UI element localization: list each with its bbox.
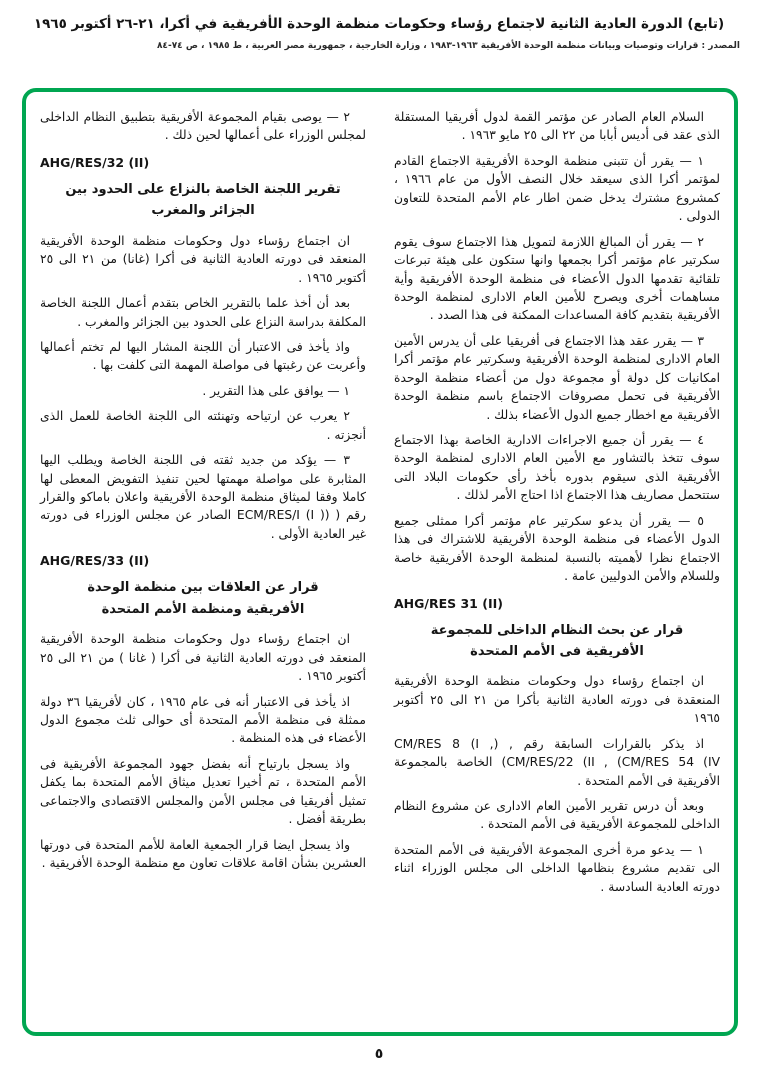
paragraph: واذ يسجل ايضا قرار الجمعية العامة للأمم المتحدة فى دورتها العشرين بشأن اقامة علاقات تعاون مع منظمة الوحدة الأفريقية . (40, 837, 366, 870)
paragraph: اذ يذكر بالقرارات السابقة رقم , (CM/RES 8 (I , (CM/RES/22 (II , (CM/RES 54 (IV الخاصة بالمجموعة الأفريقية فى الأمم المتحدة . (394, 736, 720, 788)
paragraph: وبعد أن درس تقرير الأمين العام الادارى عن مشروع النظام الداخلى للمجموعة الأفريقية فى الأمم المتحدة . (394, 799, 720, 832)
paragraph: ان اجتماع رؤساء دول وحكومات منظمة الوحدة الأفريقية المنعقد فى دورته العادية الثانية فى أكرا (غانا) من ٢١ الى ٢٥ أكتوبر ١٩٦٥ . (40, 233, 367, 285)
paragraph: ١ — يوافق على هذا التقرير . (202, 383, 351, 398)
paragraph: ٤ — يقرر أن جميع الاجراءات الادارية الخاصة بهذا الاجتماع سوف تتخذ بالتشاور مع الأمين العام الادارى لمنظمة الوحدة الأفريقية الذى سيقوم بدوره بأخذ رأى حكومات البلاد التى ستتحمل مصاريف هذا الاجتماع اذا احتاج الأمر لذلك . (394, 433, 720, 503)
two-column-layout (40, 108, 720, 1022)
resolution-title: تقرير اللجنة الخاصة بالنزاع على الحدود بين الجزائر والمغرب (65, 181, 341, 219)
paragraph: ان اجتماع رؤساء دول وحكومات منظمة الوحدة الأفريقية المنعقد فى دورته العادية الثانية فى أكرا ( غانا ) من ٢١ الى ٢٥ أكتوبر ١٩٦٥ . (40, 632, 366, 684)
paragraph: ٥ — يقرر أن يدعو سكرتير عام مؤتمر أكرا ممثلى جميع الدول الأعضاء فى منظمة الوحدة الأفريقية للاشتراك فى هذا الاجتماع نظرا لأهميته بالنسبة لمنظمة الوحدة الأفريقية خاصة وللسلام والأمن الدوليين عامة . (394, 513, 720, 584)
paragraph: ٢ — يقرر أن المبالغ اللازمة لتمويل هذا الاجتماع سوف يقوم سكرتير عام مؤتمر أكرا بجمعها وانها ستكون على هيئة تبرعات تلقائية تقدمها الدول الأعضاء فى منظمة الوحدة الأفريقية وأية مساهمات أخرى ويصرح للأمين العام الادارى لمنظمة الوحدة الأفريقية بتقديم كافة المساعدات الممكنة فى هذا الصدد . (394, 234, 720, 323)
resolution-title: قرار عن العلاقات بين منظمة الوحدة الأفريقية ومنظمة الأمم المتحدة (87, 580, 319, 617)
paragraph: السلام العام الصادر عن مؤتمر القمة لدول أفريقيا المستقلة الذى عقد فى أديس أبابا من ٢٢ الى ٢٥ مايو ١٩٦٣ . (394, 110, 720, 143)
resolution-code: AHG/RES/32 (II) (40, 154, 150, 170)
paragraph: اذ يأخذ فى الاعتبار أنه فى عام ١٩٦٥ ، كان لأفريقيا ٣٦ دولة ممثلة فى منظمة الأمم المتحدة أى حوالى ثلث مجموع الدول الأعضاء فى هذه المنظمة . (40, 694, 366, 746)
green-border-frame (22, 88, 738, 1036)
paragraph: ان اجتماع رؤساء دول وحكومات منظمة الوحدة الأفريقية المنعقدة فى دورته العادية الثانية بأكرا من ٢١ الى ٢٥ أكتوبر ١٩٦٥ (394, 674, 720, 726)
document-header (0, 0, 758, 51)
page-number: ٥ (374, 1046, 384, 1062)
paragraph: ١ — يدعو مرة أخرى المجموعة الأفريقية فى الأمم المتحدة الى تقديم مشروع بنظامها الداخلى الى مجلس الوزراء اثناء دورته العادية السادسة . (394, 842, 720, 894)
document-source-line: المصدر : قرارات وتوصيات وبيانات منظمة الوحدة الأفريقية ١٩٦٣-١٩٨٣ ، وزارة الخارجية ، جمهورية مصر العربية ، ط ١٩٨٥ ، ص ٧٤-٨٤ (156, 41, 740, 52)
paragraph: ٣ — يقرر عقد هذا الاجتماع فى أفريقيا على أن يدرس الأمين العام الادارى لمنظمة الوحدة الأفريقية وسكرتير عام مؤتمر أكرا امكانيات كل دولة أو مجموعة دول من أعضاء منظمة الوحدة الأفريقية فى تحمل مصروفات الاجتماع باسم منظمة الوحدة الأفريقية مع اخطار جميع الدول الأعضاء بذلك . (394, 333, 720, 422)
resolution-title: قرار عن بحث النظام الداخلى للمجموعة الأفريقية فى الأمم المتحدة (430, 622, 684, 659)
resolution-code: AHG/RES 31 (II) (394, 595, 503, 611)
document-title: (تابع) الدورة العادية الثانية لاجتماع رؤساء وحكومات منظمة الوحدة الأفريقية في أكرا، ٢١-٢٦ أكتوبر ١٩٦٥ (33, 16, 725, 32)
paragraph: بعد أن أخذ علما بالتقرير الخاص بتقدم أعمال اللجنة الخاصة المكلفة بدراسة النزاع على الحدود بين الجزائر والمغرب . (40, 296, 366, 329)
paragraph: واذ يسجل بارتياح أنه بفضل جهود المجموعة الأفريقية فى الأمم المتحدة ، تم أخيرا تعديل ميثاق الأمم المتحدة بما يكفل تمثيل أفريقيا فى مجلس الأمن والمجلس الاقتصادى والاجتماعى بطريقة أفضل . (40, 756, 366, 827)
paragraph: ٣ — يؤكد من جديد ثقته فى اللجنة الخاصة ويطلب اليها المثابرة على مواصلة مهمتها لحين تنفيذ التفويض المعطى لها كاملا وفقا لميثاق منظمة الوحدة الأفريقية واعلان باماكو والقرار رقم ( (ECM/RES/I (I ) الصادر عن مجلس الوزراء فى دورته غير العادية الأولى . (40, 453, 366, 541)
paragraph: واذ يأخذ فى الاعتبار أن اللجنة المشار اليها لم تختم أعمالها وأعربت عن رغبتها فى مواصلة المهمة التى كلفت بها . (40, 339, 366, 373)
column-left (40, 108, 366, 1022)
paragraph: ٢ يعرب عن ارتياحه وتهنئته الى اللجنة الخاصة للعمل الذى أنجزته . (40, 409, 366, 442)
paragraph: ٢ — يوصى بقيام المجموعة الأفريقية بتطبيق النظام الداخلى لمجلس الوزراء على أعمالها لحين ذلك . (40, 110, 366, 143)
paragraph: ١ — يقرر أن تتبنى منظمة الوحدة الأفريقية الاجتماع القادم لمؤتمر أكرا الذى سيعقد خلال النصف الأول من عام ١٩٦٦ ، كمشروع مشترك يدخل ضمن اطار عام الأمم المتحدة للتعاون الدولى . (394, 153, 720, 224)
column-right (394, 108, 720, 1022)
resolution-code: AHG/RES/33 (II) (40, 553, 150, 569)
